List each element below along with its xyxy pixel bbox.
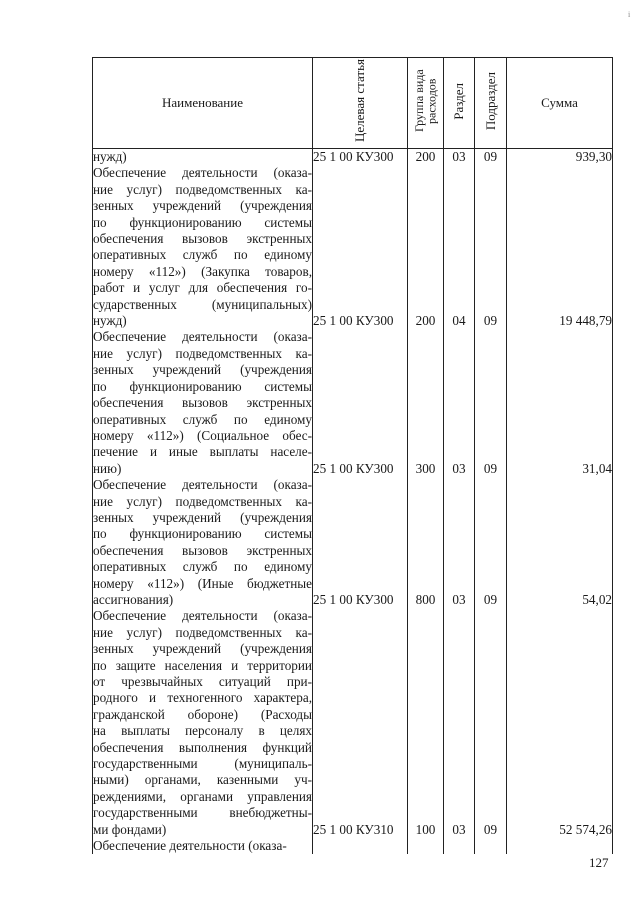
row-name-line: нужд) (93, 313, 127, 329)
row-name-line: печение и иные выплаты населе- (93, 444, 312, 460)
row-name-line: родного и техногенного характера, (93, 690, 312, 706)
header-section: Раздел (444, 58, 475, 149)
row-name (93, 149, 313, 166)
row-name-line: зенных учреждений (учреждения (93, 641, 312, 657)
row-subsection: 09 (475, 149, 507, 166)
row-name-line: по защите населения и территории (93, 657, 312, 673)
row-name-line: сударственных (муниципальных) (93, 296, 312, 312)
row-name (93, 165, 313, 329)
row-name-line: от чрезвычайных ситуаций при- (93, 674, 312, 689)
row-section: 03 (444, 477, 475, 608)
row-section: 03 (444, 608, 475, 838)
row-name-line: обеспечения вызовов экстренных (93, 395, 312, 411)
row-target-article: 25 1 00 КУ300 (313, 477, 408, 608)
row-name-line: работ и услуг для обеспечения го- (93, 280, 312, 296)
row-name-line: Обеспечение деятельности (оказа- (93, 165, 312, 181)
row-name-line: на выплаты персоналу в целях (93, 723, 312, 739)
row-expense-group: 200 (408, 149, 444, 166)
row-section (444, 838, 475, 854)
row-sum (507, 838, 613, 854)
row-name-line: по функционированию системы (93, 378, 312, 394)
row-name-line: Обеспечение деятельности (оказа- (93, 838, 287, 854)
row-name-line: оперативных служб по единому (93, 559, 312, 575)
row-name-line: государственными (муниципаль- (93, 756, 312, 772)
row-section: 03 (444, 149, 475, 166)
page-number: 127 (589, 855, 609, 870)
table-row (93, 608, 613, 838)
table-row (93, 838, 613, 854)
row-name-line: нужд) (93, 149, 127, 164)
row-name-line: по функционированию системы (93, 526, 312, 542)
row-name-line: ными) органами, казенными уч- (93, 772, 312, 788)
row-subsection: 09 (475, 477, 507, 608)
row-subsection (475, 838, 507, 854)
row-subsection: 09 (475, 165, 507, 329)
row-subsection: 09 (475, 608, 507, 838)
row-name-line: зенных учреждений (учреждения (93, 362, 312, 378)
row-name-line: ние услуг) подведомственных ка- (93, 624, 312, 640)
row-name-line: оперативных служб по единому (93, 247, 312, 263)
row-subsection: 09 (475, 329, 507, 477)
row-target-article: 25 1 00 КУ300 (313, 165, 408, 329)
row-name-line: реждениями, органами управления (93, 788, 312, 804)
row-name-line: обеспечения вызовов экстренных (93, 542, 312, 558)
row-name-line: зенных учреждений (учреждения (93, 509, 312, 525)
row-name-line: ми фондами) (93, 821, 167, 837)
row-name-line: номеру «112») (Иные бюджетные (93, 575, 312, 591)
row-name-line: ние услуг) подведомственных ка- (93, 345, 312, 361)
row-expense-group: 100 (408, 608, 444, 838)
row-sum: 19 448,79 (507, 165, 613, 329)
row-name-line: номеру «112») (Социальное обес- (93, 427, 312, 443)
header-sum: Сумма (507, 58, 613, 149)
row-target-article: 25 1 00 КУ300 (313, 149, 408, 166)
row-sum: 52 574,26 (507, 608, 613, 838)
row-expense-group (408, 838, 444, 854)
row-name-line: нию) (93, 460, 122, 476)
row-name-line: Обеспечение деятельности (оказа- (93, 329, 312, 345)
row-name (93, 329, 313, 477)
row-sum: 31,04 (507, 329, 613, 477)
row-name (93, 838, 313, 854)
row-name-line: государственными внебюджетны- (93, 805, 312, 821)
row-section: 04 (444, 165, 475, 329)
row-section: 03 (444, 329, 475, 477)
row-expense-group: 800 (408, 477, 444, 608)
budget-table (92, 57, 613, 854)
row-name-line: номеру «112») (Закупка товаров, (93, 263, 312, 279)
header-expense-group: Группа вида расходов (408, 58, 444, 149)
header-target-article: Целевая статья (313, 58, 408, 149)
corner-mark: і (628, 10, 631, 19)
table-row (93, 329, 613, 477)
row-name (93, 608, 313, 838)
row-name-line: ние услуг) подведомственных ка- (93, 181, 312, 197)
row-expense-group: 200 (408, 165, 444, 329)
row-sum: 54,02 (507, 477, 613, 608)
row-name-line: обеспечения вызовов экстренных (93, 231, 312, 247)
row-name-line: Обеспечение деятельности (оказа- (93, 477, 312, 493)
row-name-line: ние услуг) подведомственных ка- (93, 493, 312, 509)
row-name-line: ассигнования) (93, 591, 174, 607)
table-row (93, 165, 613, 329)
header-subsection: Подраздел (475, 58, 507, 149)
row-expense-group: 300 (408, 329, 444, 477)
row-target-article (313, 838, 408, 854)
header-name: Наименование (93, 58, 313, 149)
table-row (93, 149, 613, 166)
row-name-line: обеспечения выполнения функций (93, 739, 312, 755)
row-name-line: Обеспечение деятельности (оказа- (93, 608, 312, 624)
row-name-line: зенных учреждений (учреждения (93, 198, 312, 214)
table-row (93, 477, 613, 608)
row-target-article: 25 1 00 КУ310 (313, 608, 408, 838)
row-name-line: по функционированию системы (93, 214, 312, 230)
row-name-line: оперативных служб по единому (93, 411, 312, 427)
row-target-article: 25 1 00 КУ300 (313, 329, 408, 477)
row-name (93, 477, 313, 608)
row-name-line: гражданской обороне) (Расходы (93, 706, 312, 722)
table-header-row (93, 58, 613, 149)
row-sum: 939,30 (507, 149, 613, 166)
